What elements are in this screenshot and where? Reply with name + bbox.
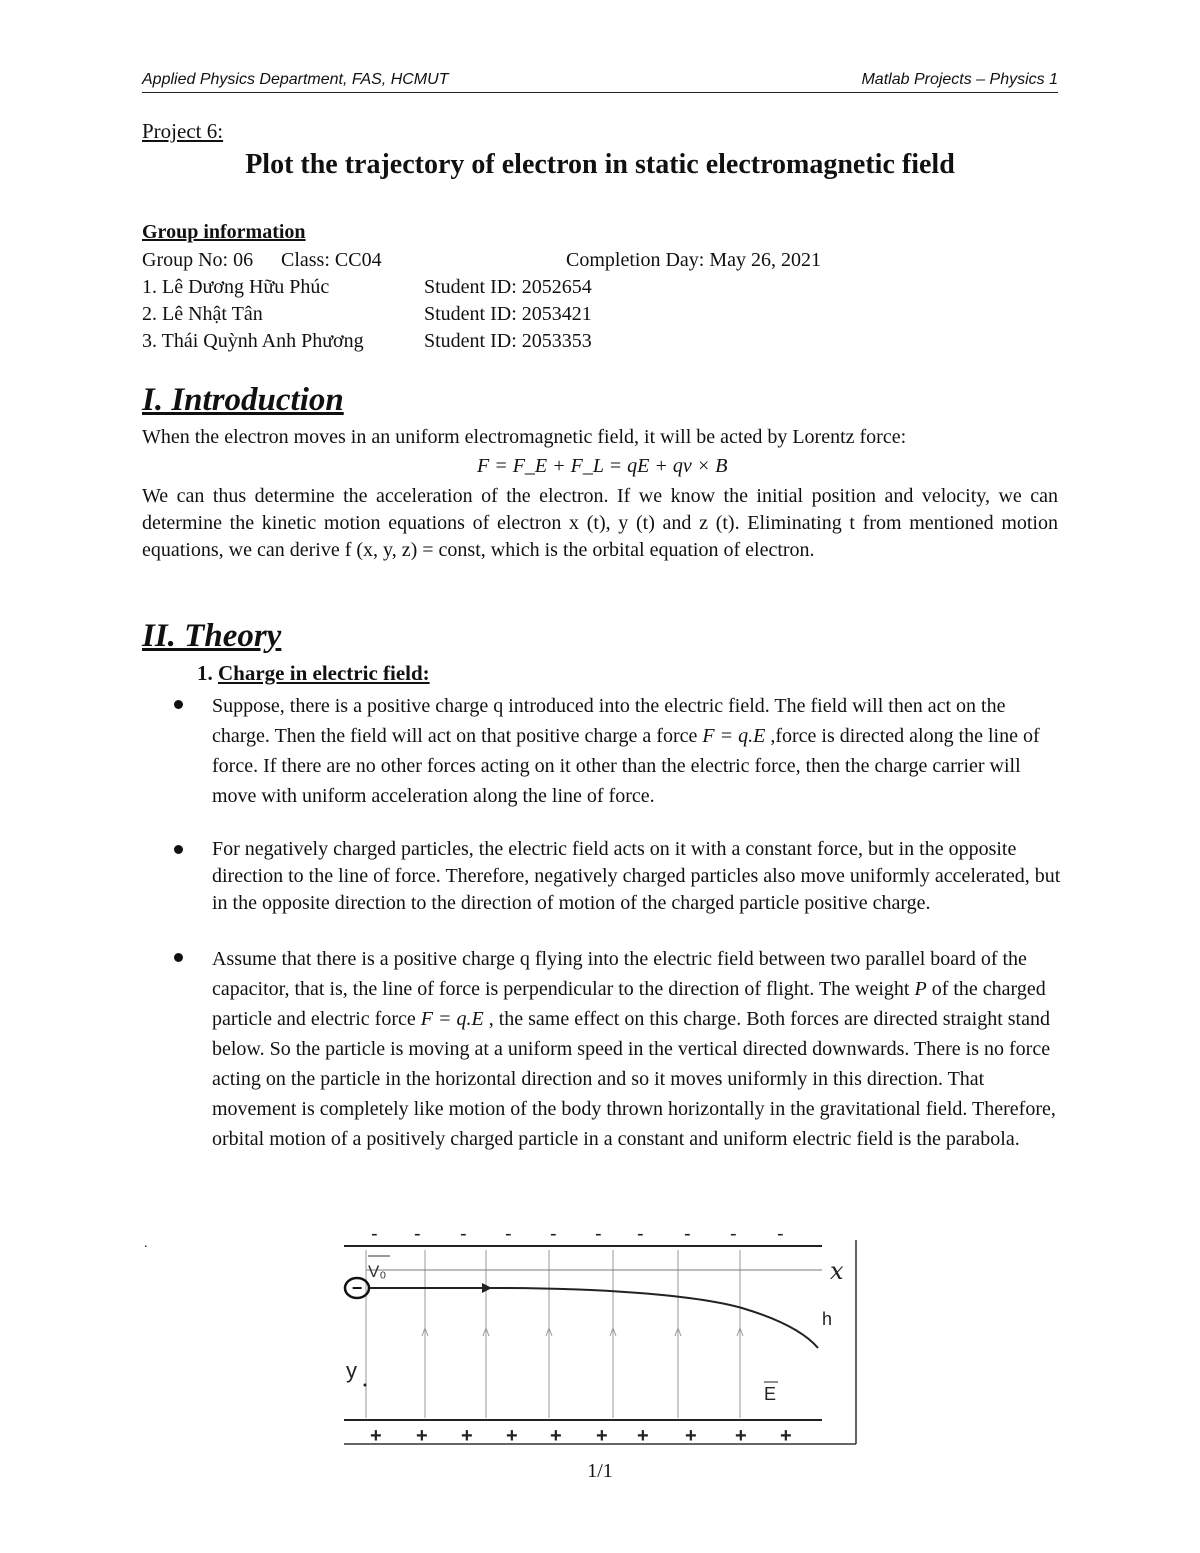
introduction-paragraph-1: When the electron moves in an uniform electromagnetic field, it will be acted by Lorentz force: <box>142 426 907 448</box>
initial-velocity-label: V₀ <box>368 1262 387 1281</box>
plus-sign: + <box>637 1425 649 1447</box>
introduction-heading: I. Introduction <box>142 382 344 418</box>
minus-sign: - <box>371 1223 378 1245</box>
plus-sign: + <box>416 1425 428 1447</box>
field-vector-label: E <box>764 1384 777 1404</box>
subsection-heading <box>197 661 430 686</box>
stray-mark: . <box>144 1236 148 1251</box>
header-divider <box>142 92 1058 93</box>
member-name: 1. Lê Dương Hữu Phúc <box>142 276 330 298</box>
plus-sign: + <box>780 1425 792 1447</box>
project-label: Project 6: <box>142 119 224 143</box>
trajectory-arrowhead <box>482 1283 492 1293</box>
electron-trajectory-figure <box>332 1222 862 1450</box>
force-formula: F = q.E <box>702 725 766 747</box>
introduction-paragraph-2: We can thus determine the acceleration of the electron. If we know the initial position and velocity, we can determine the kinetic motion equations of electron x (t), y (t) and z (t). Eliminating t from mentioned motion equations, we can derive f (x, y, z) = const, which is the orbital equation of electron. <box>142 485 1058 561</box>
theory-heading: II. Theory <box>142 618 282 654</box>
member-name: 2. Lê Nhật Tân <box>142 303 263 325</box>
minus-sign: - <box>460 1223 467 1245</box>
field-lines <box>366 1250 740 1418</box>
bullet-dot <box>174 953 183 962</box>
running-header-left: Applied Physics Department, FAS, HCMUT <box>142 71 449 88</box>
bullet-paragraph-2: For negatively charged particles, the electric field acts on it with a constant force, but in the opposite direction to the line of force. Therefore, negatively charged particles also move uniformly accelerated, but in the opposite direction to the direction of motion of the charged particle positive charge. <box>212 838 1061 914</box>
subsection-number: 1. <box>197 661 213 685</box>
member-id: Student ID: 2053353 <box>424 330 592 352</box>
minus-sign: - <box>637 1223 644 1245</box>
plus-sign: + <box>506 1425 518 1447</box>
bullet-paragraph-3 <box>212 944 1062 1154</box>
weight-symbol: P <box>914 978 927 1000</box>
group-number: Group No: 06 <box>142 249 254 271</box>
minus-sign: - <box>550 1223 557 1245</box>
minus-sign: - <box>684 1223 691 1245</box>
plus-sign: + <box>461 1425 473 1447</box>
bullet-text: , the same effect on this charge. Both forces are directed straight stand below. So the particle is moving at a uniform speed in the vertical directed downwards. There is no force acting on the particle in the horizontal direction and so it moves uniformly in this direction. That movement is completely like motion of the body thrown horizontally in the gravitational field. Therefore, orbital motion of a positively charged particle in a constant and uniform electric field is the parabola. <box>212 1008 1056 1150</box>
minus-sign: - <box>505 1223 512 1245</box>
x-axis-label: x <box>830 1257 844 1285</box>
minus-sign: - <box>730 1223 737 1245</box>
plus-sign: + <box>370 1425 382 1447</box>
group-info-heading: Group information <box>142 221 306 243</box>
minus-sign: - <box>595 1223 602 1245</box>
force-formula: F = q.E <box>420 1008 484 1030</box>
minus-sign: - <box>414 1223 421 1245</box>
electron-charge: − <box>351 1278 363 1298</box>
y-axis-label: y <box>346 1358 357 1383</box>
member-id: Student ID: 2053421 <box>424 303 592 325</box>
plus-sign: + <box>735 1425 747 1447</box>
running-header-right: Matlab Projects – Physics 1 <box>861 71 1058 88</box>
bullet-dot <box>174 700 183 709</box>
bullet-paragraph-1 <box>212 691 1062 811</box>
lorentz-equation: F = F_E + F_L = qE + qv × B <box>477 455 728 477</box>
minus-sign: - <box>777 1223 784 1245</box>
member-id: Student ID: 2052654 <box>424 276 592 298</box>
subsection-title: Charge in electric field: <box>218 661 430 685</box>
bullet-text: Assume that there is a positive charge q flying into the electric field between two parallel board of the capacitor, that is, the line of force is perpendicular to the direction of flight. The weight <box>212 948 1027 1000</box>
bullet-text: Suppose, there is a positive charge q introduced into the electric field. The field will then act on the charge. Then the field will act on that positive charge a force <box>212 695 1006 747</box>
deflection-label: h <box>822 1309 833 1329</box>
document-title: Plot the trajectory of electron in static electromagnetic field <box>245 149 955 180</box>
bullet-text: ,force is directed along the line of force. If there are no other forces acting on it other than the electric force, then the charge carrier will move with uniform acceleration along the line of force. <box>212 725 1040 807</box>
field-arrowheads <box>422 1328 743 1336</box>
page-number: 1/1 <box>587 1460 613 1482</box>
bullet-dot <box>174 845 183 854</box>
plus-sign: + <box>596 1425 608 1447</box>
y-axis-dot <box>364 1384 367 1387</box>
plus-sign: + <box>685 1425 697 1447</box>
plus-sign: + <box>550 1425 562 1447</box>
bullet-text: of the charged particle and electric force <box>212 978 1046 1030</box>
completion-day: Completion Day: May 26, 2021 <box>566 249 821 271</box>
class-code: Class: CC04 <box>281 249 382 271</box>
member-name: 3. Thái Quỳnh Anh Phương <box>142 330 364 352</box>
electron-trajectory <box>369 1288 818 1348</box>
